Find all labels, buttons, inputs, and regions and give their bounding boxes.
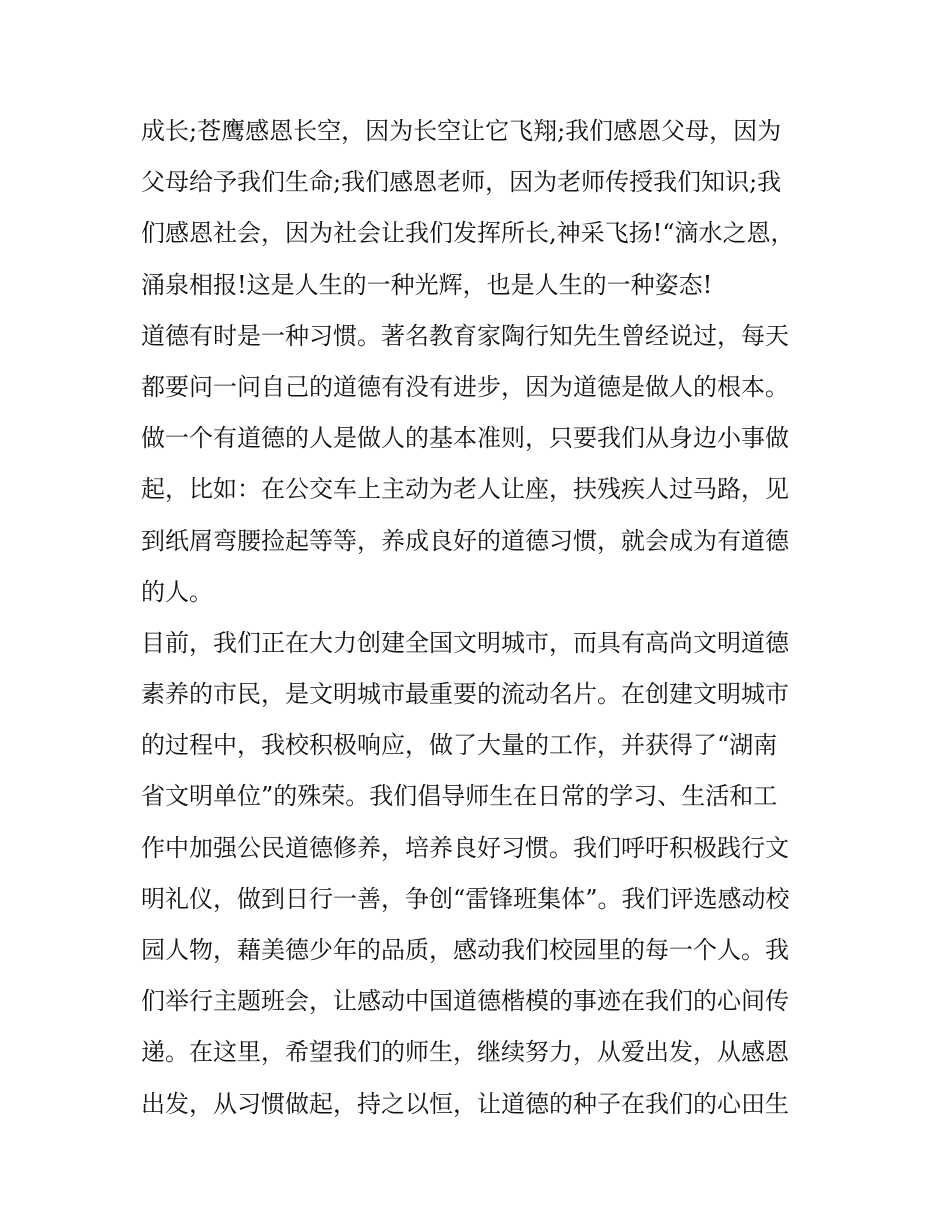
text-line: 到纸屑弯腰捡起等等，养成良好的道德习惯，就会成为有道德 [141,526,789,555]
paragraph-gratitude [141,106,821,311]
text-line: 道德有时是一种习惯。著名教育家陶行知先生曾经说过，每天 [141,321,789,350]
text-line: 省文明单位”的殊荣。我们倡导师生在日常的学习、生活和工 [141,782,778,811]
text-line: 父母给予我们生命;我们感恩老师，因为老师传授我们知识;我 [141,168,782,197]
document-body [141,106,821,1130]
text-line: 们感恩社会，因为社会让我们发挥所长,神采飞扬!“滴水之恩， [141,219,795,248]
text-line: 成长;苍鹰感恩长空，因为长空让它飞翔;我们感恩父母，因为 [141,117,782,145]
text-line: 目前，我们正在大力创建全国文明城市，而具有高尚文明道德 [141,628,789,657]
text-line: 的过程中，我校积极响应，做了大量的工作，并获得了“湖南 [141,731,778,760]
paragraph-morality-habit [141,311,821,618]
paragraph-civilized-city [141,618,821,1130]
text-line: 都要问一问自己的道德有没有进步，因为道德是做人的根本。 [141,372,789,401]
text-line: 园人物，藉美德少年的品质，感动我们校园里的每一个人。我 [141,936,789,964]
text-line: 素养的市民，是文明城市最重要的流动名片。在创建文明城市 [141,680,789,709]
text-line: 涌泉相报!这是人生的一种光辉，也是人生的一种姿态! [141,270,713,299]
text-line: 递。在这里，希望我们的师生，继续努力，从爱出发，从感恩 [141,1038,789,1067]
text-line: 们举行主题班会，让感动中国道德楷模的事迹在我们的心间传 [141,987,789,1016]
text-line: 的人。 [141,577,213,606]
text-line: 作中加强公民道德修养，培养良好习惯。我们呼吁积极践行文 [141,833,789,862]
text-line: 起，比如：在公交车上主动为老人让座，扶残疾人过马路，见 [141,475,789,504]
text-line: 明礼仪，做到日行一善，争创“雷锋班集体”。我们评选感动校 [141,884,790,913]
text-line: 出发，从习惯做起，持之以恒，让道德的种子在我们的心田生 [141,1089,789,1118]
text-line: 做一个有道德的人是做人的基本准则，只要我们从身边小事做 [141,424,789,453]
